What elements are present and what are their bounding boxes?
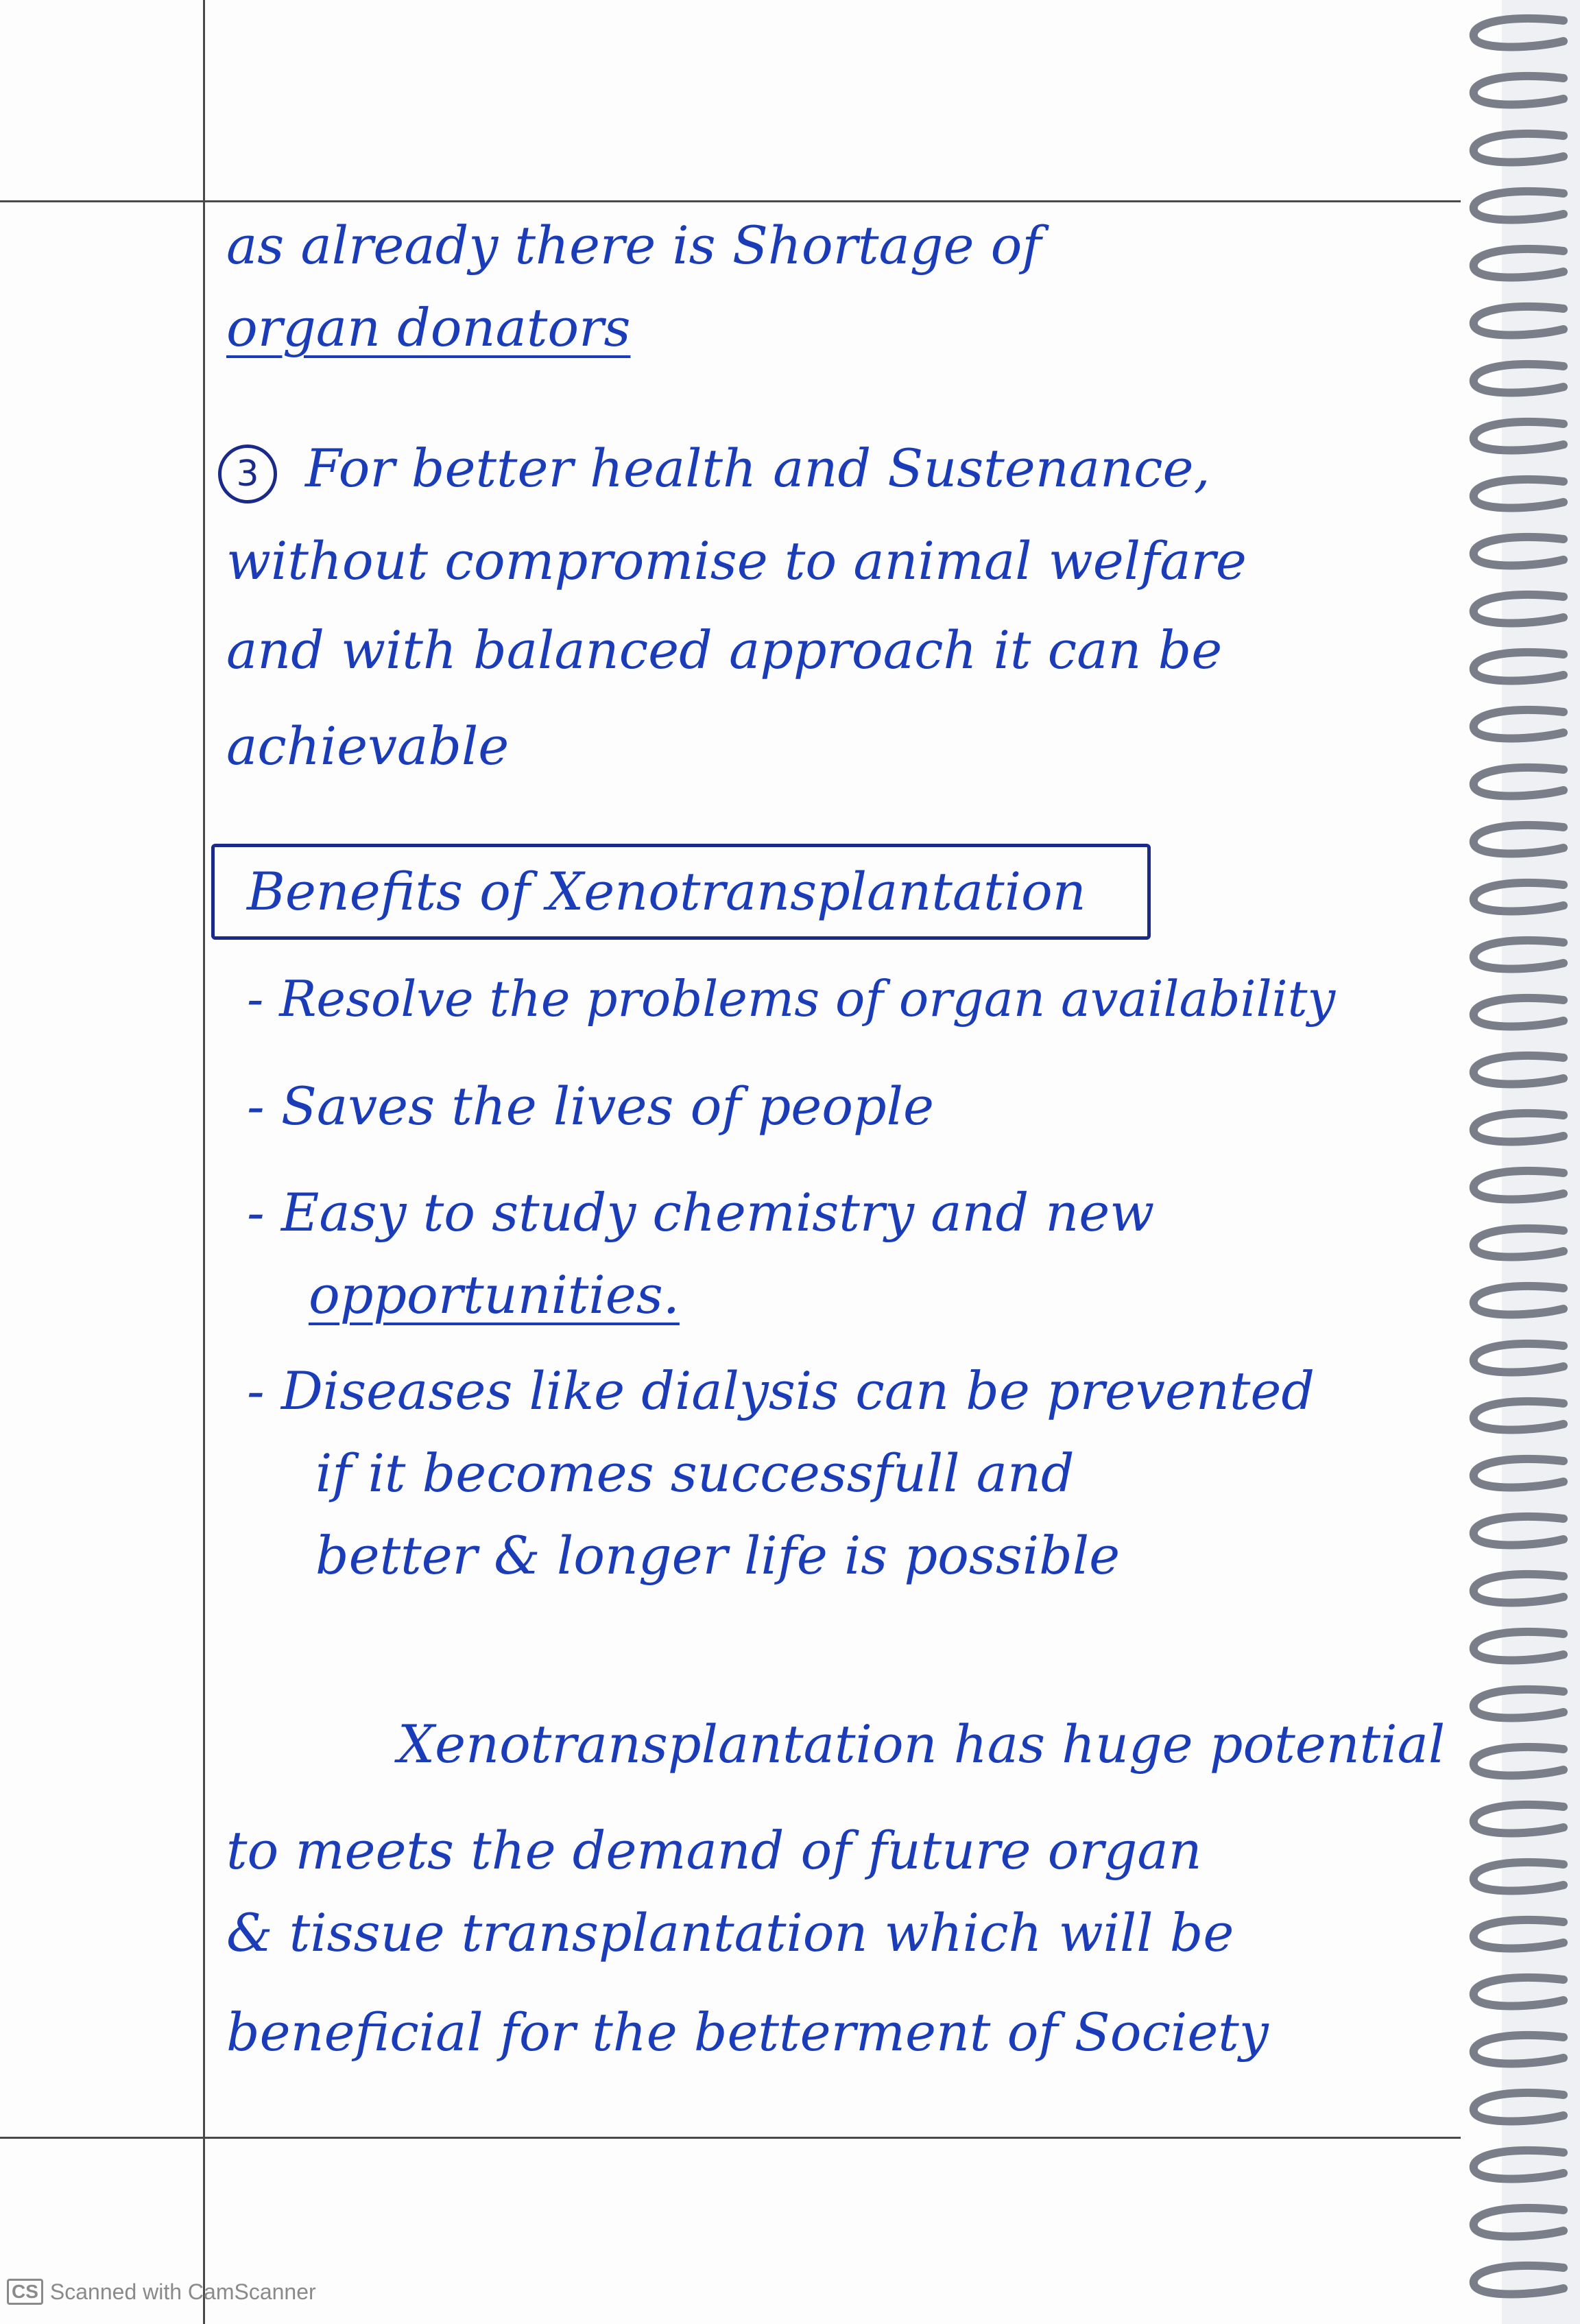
spiral-binding <box>1461 0 1580 2324</box>
line-1: as already there is Shortage of <box>226 215 1042 276</box>
watermark-text: Scanned with CamScanner <box>49 2279 316 2304</box>
benefits-heading: Benefits of Xenotransplantation <box>247 861 1086 922</box>
top-margin-rule <box>0 200 1461 202</box>
bottom-margin-rule <box>0 2137 1461 2139</box>
item-number-3: 3 <box>218 444 277 503</box>
conclusion-1: Xenotransplantation has huge potential <box>398 1714 1446 1775</box>
line-6: achievable <box>226 715 510 776</box>
line-5: and with balanced approach it can be <box>226 619 1223 680</box>
benefit-4c: better & longer life is possible <box>315 1525 1121 1586</box>
left-margin-rule <box>203 0 205 2324</box>
benefit-3a: - Easy to study chemistry and new <box>247 1182 1155 1243</box>
scanner-watermark <box>7 2279 316 2305</box>
benefit-4a: - Diseases like dialysis can be prevented <box>247 1360 1315 1421</box>
conclusion-2: to meets the demand of future organ <box>226 1820 1202 1881</box>
line-4: without compromise to animal welfare <box>226 530 1247 591</box>
benefit-4b: if it becomes successfull and <box>315 1443 1075 1504</box>
camscanner-logo: CS <box>7 2279 43 2305</box>
benefit-2: - Saves the lives of people <box>247 1076 934 1137</box>
benefit-1: - Resolve the problems of organ availability <box>247 970 1336 1028</box>
conclusion-3: & tissue transplantation which will be <box>226 1902 1234 1963</box>
line-3: For better health and Sustenance, <box>305 438 1210 499</box>
line-2: organ donators <box>226 297 631 358</box>
benefit-3b: opportunities. <box>309 1264 680 1325</box>
conclusion-4: beneficial for the betterment of Society <box>226 2002 1269 2063</box>
